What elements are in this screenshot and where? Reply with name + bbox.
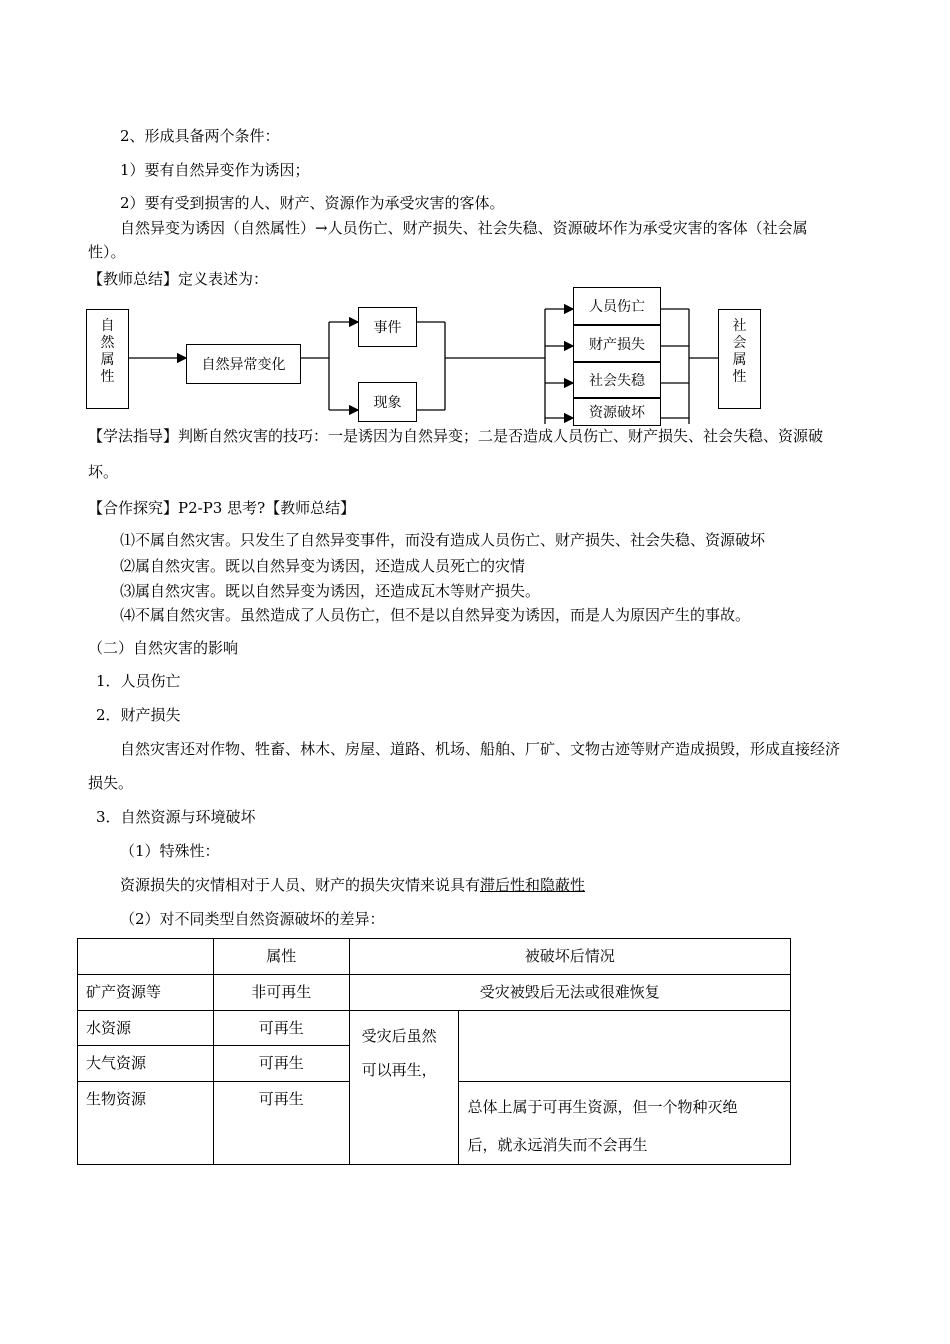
row-bio-name: 生物资源 [78,1082,214,1165]
shared-effect-cell: 受灾后虽然 可以再生， [349,1011,459,1165]
table-row [78,975,791,1011]
impact-1: 1．人员伤亡 [96,672,181,690]
difference-heading: （2）对不同类型自然资源破坏的差异： [120,910,385,928]
condition-1: 1）要有自然异变作为诱因； [120,161,310,179]
table-row [78,1011,791,1046]
natural-anomaly-box: 自然异常变化 [186,344,301,384]
underlined-keywords: 滞后性和隐蔽性 [480,876,586,894]
row-mineral-attr: 非可再生 [213,975,349,1011]
header-effect: 被破坏后情况 [349,939,790,975]
bio-note-cell: 总体上属于可再生资源，但一个物种灭绝 后，就永远消失而不会再生 [459,1082,791,1165]
method-guide-line-1: 【学法指导】判断自然灾害的技巧：一是诱因为自然异变；二是否造成人员伤亡、财产损失、社会失稳、资源破 [88,427,824,445]
row-bio-attr: 可再生 [213,1082,349,1165]
blank-effect-cell [459,1011,791,1082]
answer-3: ⑶属自然灾害。既以自然异变为诱因，还造成瓦木等财产损失。 [120,582,541,600]
summary-line-1: 自然异变为诱因（自然属性）→人员伤亡、财产损失、社会失稳、资源破坏作为承受灾害的客体（社会属 [120,219,808,237]
outcome-social-instability-box: 社会失稳 [573,362,661,398]
header-empty [78,939,214,975]
answer-2: ⑵属自然灾害。既以自然异变为诱因，还造成人员死亡的灾情 [120,557,526,575]
outcome-resource-damage-box: 资源破坏 [573,398,661,426]
natural-attribute-box: 自 然 属 性 [86,309,129,409]
property-loss-line-1: 自然灾害还对作物、牲畜、林木、房屋、道路、机场、船舶、厂矿、文物古迹等财产造成损毁，形成直接经济 [120,740,841,758]
speciality-heading: （1）特殊性： [120,842,220,860]
impact-3: 3．自然资源与环境破坏 [96,808,256,826]
resource-loss-text: 资源损失的灾情相对于人员、财产的损失灾情来说具有滞后性和隐蔽性 [120,876,586,894]
row-air-name: 大气资源 [78,1046,214,1082]
row-water-attr: 可再生 [213,1011,349,1046]
property-loss-line-2: 损失。 [88,774,134,792]
phenomenon-box: 现象 [358,382,417,422]
cooperative-inquiry-heading: 【合作探究】P2-P3 思考?【教师总结】 [88,499,356,517]
teacher-summary-heading: 【教师总结】定义表述为： [88,270,269,288]
row-water-name: 水资源 [78,1011,214,1046]
event-box: 事件 [358,307,417,347]
social-attribute-box: 社 会 属 性 [718,309,761,409]
outcome-property-loss-box: 财产损失 [573,325,661,362]
condition-2: 2）要有受到损害的人、财产、资源作为承受灾害的客体。 [120,194,505,212]
row-mineral-effect: 受灾被毁后无法或很难恢复 [349,975,790,1011]
outcome-casualties-box: 人员伤亡 [573,287,661,325]
method-guide-line-2: 坏。 [88,463,119,481]
impact-2: 2．财产损失 [96,706,181,724]
answer-1: ⑴不属自然灾害。只发生了自然异变事件，而没有造成人员伤亡、财产损失、社会失稳、资源破坏 [120,531,766,549]
resource-table [77,938,791,1165]
row-air-attr: 可再生 [213,1046,349,1082]
summary-line-2: 性）。 [88,243,126,261]
header-attribute: 属性 [213,939,349,975]
table-header-row [78,939,791,975]
answer-4: ⑷不属自然灾害。虽然造成了人员伤亡，但不是以自然异变为诱因，而是人为原因产生的事故。 [120,606,751,624]
row-mineral-name: 矿产资源等 [78,975,214,1011]
condition-heading: 2、形成具备两个条件： [120,127,280,145]
section-impact-heading: （二）自然灾害的影响 [88,639,239,657]
